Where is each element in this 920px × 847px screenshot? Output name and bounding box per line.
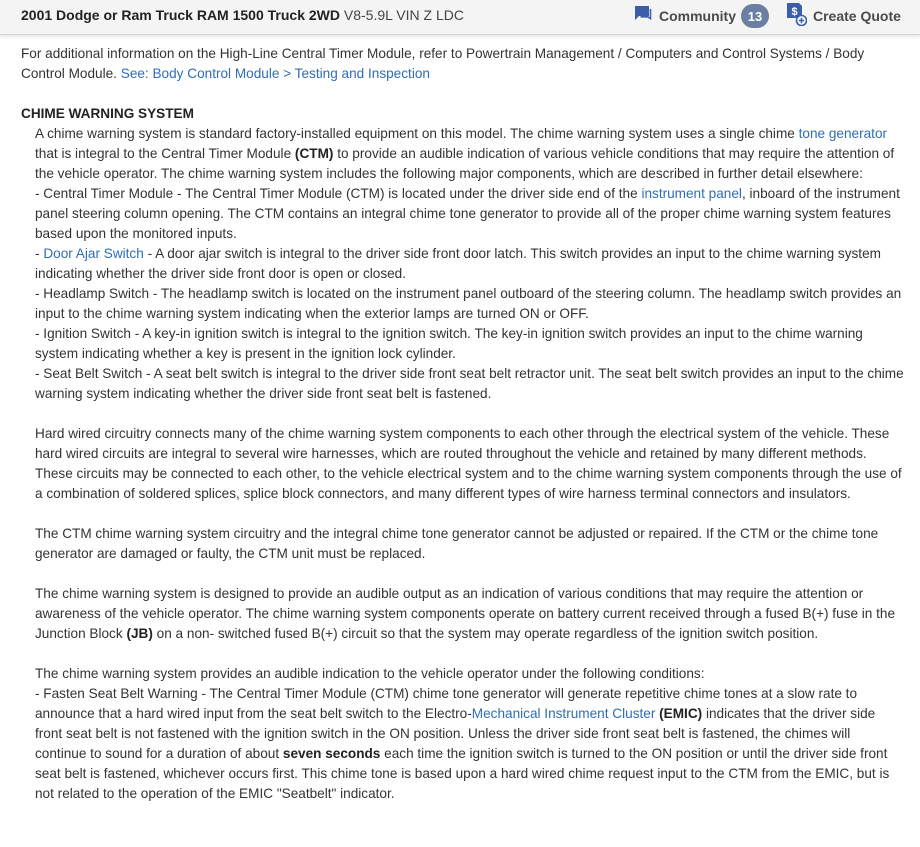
top-bar bbox=[0, 0, 920, 35]
overview-paragraph bbox=[21, 124, 905, 184]
operation-text-b: on a non- switched fused B(+) circuit so that the system may operate regardless of the ignition switch position. bbox=[152, 626, 819, 641]
vehicle-name: 2001 Dodge or Ram Truck RAM 1500 Truck 2WD bbox=[21, 7, 340, 23]
ctm-abbrev: (CTM) bbox=[294, 146, 334, 161]
overview-text-b: that is integral to the Central Timer Module bbox=[35, 146, 295, 161]
seat-belt-warning-text-d: each time the ignition switch is turned to the ON position or until the driver side front seat belt is fastened, whichever occurs first. This chime tone is based upon a hard wired chime request input to the CTM from the EMIC, but is not related to the operation of the EMIC "Seatbelt" indicator. bbox=[35, 746, 890, 801]
overview-text-a: A chime warning system is standard factory-installed equipment on this model. The chime warning system uses a single chime bbox=[35, 126, 799, 141]
operation-paragraph bbox=[21, 584, 905, 644]
chat-bubble-icon bbox=[634, 5, 652, 27]
community-label: Community bbox=[659, 8, 736, 24]
door-ajar-switch-link[interactable]: Door Ajar Switch bbox=[43, 246, 144, 261]
circuitry-paragraph: Hard wired circuitry connects many of the chime warning system components to each other through the electrical system of the vehicle. These hard wired circuits are integral to several wire harnesses, which are routed throughout the vehicle and retained by many different methods. These circuits may be connected to each other, to the vehicle electrical system and to the chime warning system components through the use of a combination of soldered splices, splice block connectors, and many different types of wire harness terminal connectors and insulators. bbox=[35, 426, 902, 501]
component-door-ajar bbox=[21, 244, 905, 284]
instrument-panel-link[interactable]: instrument panel bbox=[641, 186, 742, 201]
vehicle-detail: V8-5.9L VIN Z LDC bbox=[343, 7, 464, 23]
emic-abbrev: (EMIC) bbox=[659, 706, 703, 721]
body-control-module-link[interactable]: See: Body Control Module > Testing and Inspection bbox=[120, 66, 430, 81]
article-content bbox=[21, 44, 905, 804]
component-ctm bbox=[21, 184, 905, 244]
seat-belt-warning-text-a: - Fasten Seat Belt Warning - The Central Timer Module (CTM) chime tone generator will generate repetitive chime tones at a slow rate to announce that a hard wired input from the seat belt switch to the Electro- bbox=[35, 686, 858, 721]
overview-text-c: to provide an audible indication of various vehicle conditions that may require the attention of the vehicle operator. The chime warning system includes the following major components, which are described in further detail elsewhere: bbox=[35, 146, 895, 181]
component-door-dash: - bbox=[35, 246, 44, 261]
repair-paragraph: The CTM chime warning system circuitry and the integral chime tone generator cannot be adjusted or repaired. If the CTM or the chime tone generator are damaged or faulty, the CTM unit must be replaced. bbox=[35, 526, 879, 561]
quote-document-icon bbox=[785, 2, 807, 31]
jb-abbrev: (JB) bbox=[126, 626, 153, 641]
seat-belt-warning bbox=[21, 684, 905, 804]
instrument-cluster-link[interactable]: Mechanical Instrument Cluster bbox=[471, 706, 656, 721]
community-button[interactable] bbox=[634, 2, 769, 30]
community-count-badge: 13 bbox=[741, 4, 769, 28]
create-quote-button[interactable] bbox=[785, 3, 901, 29]
component-door-text: - A door ajar switch is integral to the driver side front door latch. This switch provides an input to the chime warning system indicating whether the driver side front door is open or closed. bbox=[35, 246, 881, 281]
component-headlamp: - Headlamp Switch - The headlamp switch is located on the instrument panel outboard of the steering column. The headlamp switch provides an input to the chime warning system indicating when the exterior lamps are turned ON or OFF. bbox=[35, 286, 902, 321]
seat-belt-warning-text-c: indicates that the driver side front seat belt is not fastened with the ignition switch in the ON position. Unless the driver side front seat belt is fastened, the chimes will continue to sound for a duration of about bbox=[35, 706, 876, 761]
section-heading: CHIME WARNING SYSTEM bbox=[21, 106, 194, 121]
tone-generator-link[interactable]: tone generator bbox=[798, 126, 888, 141]
svg-text:$: $ bbox=[791, 5, 798, 18]
component-ctm-text-b: , inboard of the instrument panel steering column opening. The CTM contains an integral chime tone generator to provide all of the proper chime warning system features based upon the monitored inputs. bbox=[35, 186, 900, 241]
intro-paragraph bbox=[21, 44, 905, 84]
vehicle-title bbox=[21, 7, 464, 23]
operation-text-a: The chime warning system is designed to provide an audible output as an indication of various conditions that may require the attention or awareness of the vehicle operator. The chime warning system components operate on battery current received through a fused B(+) fuse in the Junction Block bbox=[35, 586, 896, 641]
conditions-intro: The chime warning system provides an audible indication to the vehicle operator under the following conditions: bbox=[35, 666, 705, 681]
component-ctm-text-a: - Central Timer Module - The Central Timer Module (CTM) is located under the driver side end of the bbox=[35, 186, 642, 201]
intro-text: For additional information on the High-Line Central Timer Module, refer to Powertrain Management / Computers and Control Systems / Body Control Module. bbox=[21, 46, 865, 81]
create-quote-label: Create Quote bbox=[813, 8, 901, 24]
component-seatbelt: - Seat Belt Switch - A seat belt switch is integral to the driver side front seat belt retractor unit. The seat belt switch provides an input to the chime warning system indicating whether the driver side front seat belt is fastened. bbox=[35, 366, 904, 401]
duration-bold: seven seconds bbox=[282, 746, 381, 761]
component-ignition: - Ignition Switch - A key-in ignition switch is integral to the ignition switch. The key-in ignition switch provides an input to the chime warning system indicating whether a key is present in the ignition lock cylinder. bbox=[35, 326, 863, 361]
